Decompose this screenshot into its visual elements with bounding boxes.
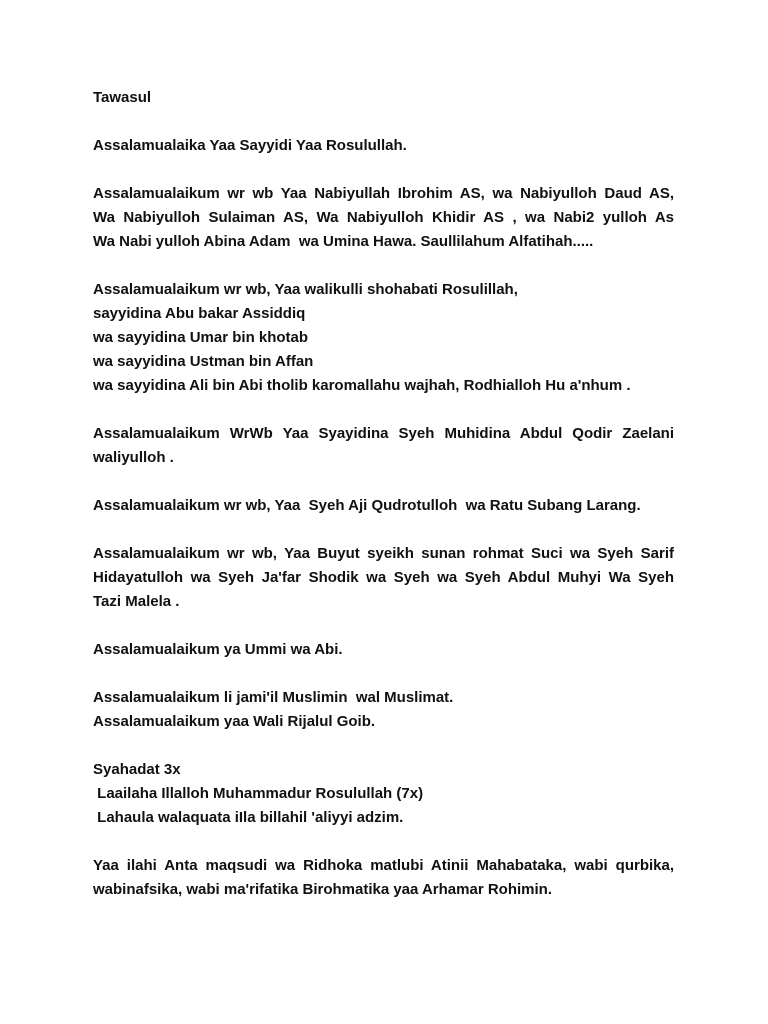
paragraph-line: Assalamualaikum wr wb, Yaa Buyut syeikh sunan rohmat Suci wa Syeh Sarif [93, 545, 674, 562]
title-text: Tawasul [93, 89, 152, 106]
paragraph-line: wa sayyidina Umar bin khotab [93, 329, 309, 346]
paragraph-line: Assalamualaikum wr wb, Yaa Syeh Aji Qudrotulloh wa Ratu Subang Larang. [93, 497, 641, 514]
paragraph-greeting-prophet [93, 134, 674, 158]
paragraph-syahadat [93, 758, 674, 830]
paragraph-line: Assalamualaika Yaa Sayyidi Yaa Rosulullah. [93, 137, 407, 154]
paragraph-closing-prayer [93, 854, 674, 902]
paragraph-line: Tazi Malela . [93, 593, 180, 610]
paragraph-muslimin [93, 686, 674, 734]
paragraph-line: sayyidina Abu bakar Assiddiq [93, 305, 306, 322]
paragraph-buyut [93, 542, 674, 614]
paragraph-line: Lahaula walaquata iIla billahil 'aliyyi adzim. [93, 809, 404, 826]
paragraph-line: wa sayyidina Ali bin Abi tholib karomallahu wajhah, Rodhialloh Hu a'nhum . [93, 377, 631, 394]
paragraph-companions [93, 278, 674, 398]
paragraph-line: Wa Nabi yulloh Abina Adam wa Umina Hawa. Saullilahum Alfatihah..... [93, 233, 594, 250]
paragraph-line: waliyulloh . [93, 449, 174, 466]
paragraph-line: Assalamualaikum li jami'il Muslimin wal Muslimat. [93, 689, 454, 706]
paragraph-parents [93, 638, 674, 662]
paragraph-line: wa sayyidina Ustman bin Affan [93, 353, 314, 370]
paragraph-line: Assalamualaikum wr wb Yaa Nabiyullah Ibrohim AS, wa Nabiyulloh Daud AS, [93, 185, 674, 202]
paragraph-abdul-qodir [93, 422, 674, 470]
paragraph-line: Assalamualaikum WrWb Yaa Syayidina Syeh Muhidina Abdul Qodir Zaelani [93, 425, 674, 442]
paragraph-line: Assalamualaikum yaa Wali Rijalul Goib. [93, 713, 376, 730]
paragraph-line: Laailaha Illalloh Muhammadur Rosulullah (7x) [93, 785, 424, 802]
paragraph-line: wabinafsika, wabi ma'rifatika Birohmatika yaa Arhamar Rohimin. [93, 881, 552, 898]
document-title [93, 86, 674, 110]
paragraph-line: Assalamualaikum wr wb, Yaa walikulli shohabati Rosulillah, [93, 281, 518, 298]
paragraph-line: Assalamualaikum ya Ummi wa Abi. [93, 641, 343, 658]
document-page [93, 86, 674, 926]
paragraph-line: Wa Nabiyulloh Sulaiman AS, Wa Nabiyulloh Khidir AS , wa Nabi2 yulloh As [93, 209, 674, 226]
paragraph-aji-qudrotulloh [93, 494, 674, 518]
paragraph-line: Yaa ilahi Anta maqsudi wa Ridhoka matlubi Atinii Mahabataka, wabi qurbika, [93, 857, 674, 874]
paragraph-line: Syahadat 3x [93, 761, 181, 778]
paragraph-prophets [93, 182, 674, 254]
paragraph-line: Hidayatulloh wa Syeh Ja'far Shodik wa Syeh wa Syeh Abdul Muhyi Wa Syeh [93, 569, 674, 586]
